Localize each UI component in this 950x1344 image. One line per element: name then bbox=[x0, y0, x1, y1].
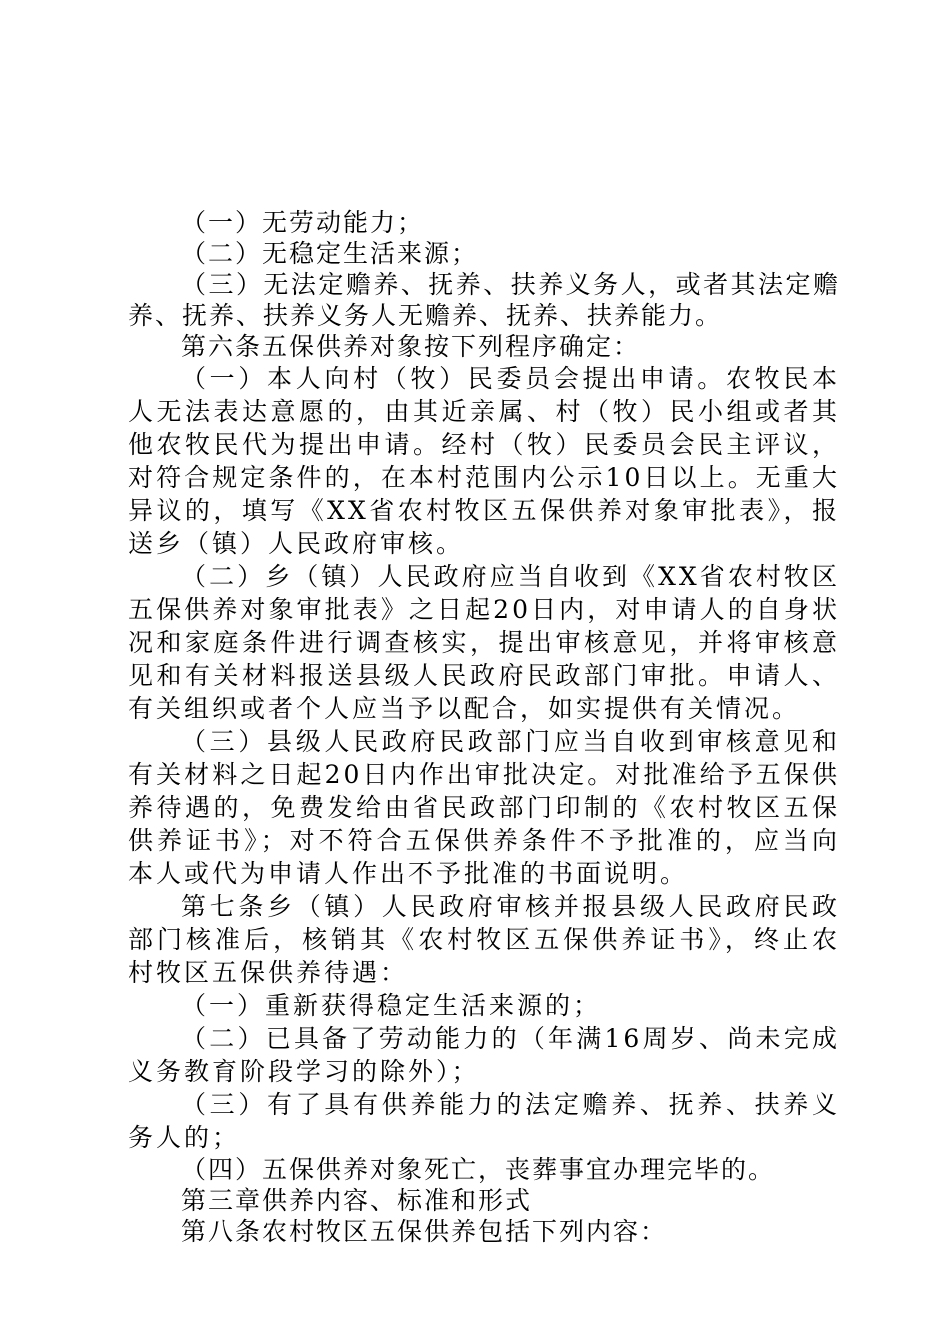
paragraph-11: （三）有了具有供养能力的法定赡养、抚养、扶养义务人的； bbox=[128, 1090, 840, 1152]
paragraph-12: （四）五保供养对象死亡，丧葬事宜办理完毕的。 bbox=[181, 1155, 776, 1184]
paragraph-10: （二）已具备了劳动能力的（年满16周岁、尚未完成义务教育阶段学习的除外）； bbox=[128, 1024, 840, 1086]
article-8-heading: 第八条农村牧区五保供养包括下列内容： bbox=[181, 1217, 668, 1246]
article-7-paragraph: 第七条乡（镇）人民政府审核并报县级人民政府民政部门核准后，核销其《农村牧区五保供养证书》，终止农村牧区五保供养待遇： bbox=[128, 892, 840, 987]
paragraph-5: （一）本人向村（牧）民委员会提出申请。农牧民本人无法表达意愿的，由其近亲属、村（牧）民小组或者其他农牧民代为提出申请。经村（牧）民委员会民主评议，对符合规定条件的，在本村范围内公示10日以上。无重大异议的，填写《XX省农村牧区五保供养对象审批表》，报送乡（镇）人民政府审核。 bbox=[128, 364, 840, 558]
paragraph-1: （一）无劳动能力； bbox=[181, 208, 425, 237]
paragraph-9: （一）重新获得稳定生活来源的； bbox=[181, 991, 602, 1020]
paragraph-6: （二）乡（镇）人民政府应当自收到《XX省农村牧区五保供养对象审批表》之日起20日内，对申请人的自身状况和家庭条件进行调查核实，提出审核意见，并将审核意见和有关材料报送县级人民政府民政部门审批。申请人、有关组织或者个人应当予以配合，如实提供有关情况。 bbox=[128, 562, 840, 723]
document-body bbox=[128, 207, 840, 1247]
chapter-3-heading: 第三章供养内容、标准和形式 bbox=[181, 1186, 533, 1215]
paragraph-3: （三）无法定赡养、抚养、扶养义务人，或者其法定赡养、抚养、扶养义务人无赡养、抚养、扶养能力。 bbox=[128, 270, 840, 330]
article-6-heading: 第六条五保供养对象按下列程序确定： bbox=[181, 332, 641, 361]
paragraph-7: （三）县级人民政府民政部门应当自收到审核意见和有关材料之日起20日内作出审批决定。对批准给予五保供养待遇的，免费发给由省民政部门印制的《农村牧区五保供养证书》；对不符合五保供养条件不予批准的，应当向本人或代为申请人作出不予批准的书面说明。 bbox=[128, 727, 840, 888]
paragraph-2: （二）无稳定生活来源； bbox=[181, 239, 479, 268]
